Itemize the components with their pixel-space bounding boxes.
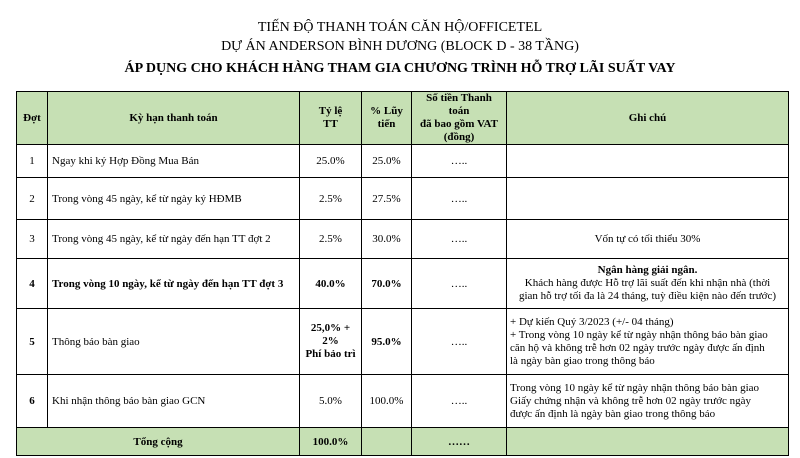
note-line: Khách hàng được Hỗ trợ lãi suất đến khi nhận nhà (thời <box>524 277 771 289</box>
cell-so-tien: ….. <box>412 309 507 375</box>
table-header-row <box>17 92 789 145</box>
cell-luy-tien: 25.0% <box>362 145 412 178</box>
cell-ky-han: Trong vòng 45 ngày, kể từ ngày đến hạn TT đợt 2 <box>48 220 300 259</box>
cell-so-tien: ….. <box>412 375 507 428</box>
title-line-3: ÁP DỤNG CHO KHÁCH HÀNG THAM GIA CHƯƠNG TRÌNH HỖ TRỢ LÃI SUẤT VAY <box>124 61 676 76</box>
cell-ty-le: 25,0% + 2% Phí bảo trì <box>300 309 362 375</box>
table-row <box>17 220 789 259</box>
cell-ty-le: 25.0% <box>300 145 362 178</box>
col-header-so-tien: Số tiền Thanh toán đã bao gồm VAT (đồng) <box>412 92 507 145</box>
cell-ghi-chu <box>507 375 789 428</box>
total-luy-tien <box>362 428 412 456</box>
title-line-2: DỰ ÁN ANDERSON BÌNH DƯƠNG (BLOCK D - 38 TẦNG) <box>221 39 579 54</box>
cell-ghi-chu <box>507 259 789 309</box>
cell-ghi-chu: Vốn tự có tối thiểu 30% <box>507 220 789 259</box>
cell-ty-le: 2.5% <box>300 220 362 259</box>
cell-so-tien: ….. <box>412 178 507 220</box>
note-line: là ngày bàn giao trong thông báo <box>510 354 655 367</box>
cell-luy-tien: 70.0% <box>362 259 412 309</box>
note-line: Trong vòng 10 ngày kể từ ngày nhận thông báo bàn giao <box>510 381 760 394</box>
payment-schedule-table <box>16 91 789 456</box>
cell-so-tien: ….. <box>412 145 507 178</box>
cell-so-tien: ….. <box>412 259 507 309</box>
note-line: + Dự kiến Quý 3/2023 (+/- 04 tháng) <box>510 315 674 328</box>
cell-dot: 3 <box>17 220 48 259</box>
cell-ky-han: Khi nhận thông báo bàn giao GCN <box>48 375 300 428</box>
note-line: gian hỗ trợ tối đa là 24 tháng, tuỳ điều kiện nào đến trước) <box>518 290 777 302</box>
cell-dot: 6 <box>17 375 48 428</box>
cell-ghi-chu <box>507 178 789 220</box>
cell-ky-han: Trong vòng 10 ngày, kể từ ngày đến hạn TT đợt 3 <box>48 259 300 309</box>
note-line: được ấn định là ngày bàn giao trong thông báo <box>510 407 716 420</box>
cell-dot: 4 <box>17 259 48 309</box>
col-header-ky-han: Kỳ hạn thanh toán <box>48 92 300 145</box>
table-row <box>17 375 789 428</box>
cell-ky-han: Trong vòng 45 ngày, kể từ ngày ký HĐMB <box>48 178 300 220</box>
col-header-ghi-chu: Ghi chú <box>507 92 789 145</box>
total-row <box>17 428 789 456</box>
total-so-tien: …… <box>412 428 507 456</box>
col-header-ty-le: Tỷ lệ TT <box>300 92 362 145</box>
cell-ghi-chu <box>507 145 789 178</box>
note-line: căn hộ và không trễ hơn 02 ngày trước ngày được ấn định <box>510 341 765 354</box>
total-ghi-chu <box>507 428 789 456</box>
note-title: Ngân hàng giải ngân. <box>597 264 698 276</box>
cell-ky-han: Thông báo bàn giao <box>48 309 300 375</box>
cell-dot: 2 <box>17 178 48 220</box>
total-ty-le: 100.0% <box>300 428 362 456</box>
cell-ky-han: Ngay khi ký Hợp Đồng Mua Bán <box>48 145 300 178</box>
note-line: Giấy chứng nhận và không trễ hơn 02 ngày trước ngày <box>510 394 752 407</box>
col-header-luy-tien: % Lũy tiến <box>362 92 412 145</box>
col-header-dot: Đợt <box>17 92 48 145</box>
title-line-1: TIẾN ĐỘ THANH TOÁN CĂN HỘ/OFFICETEL <box>257 20 543 35</box>
cell-dot: 5 <box>17 309 48 375</box>
note-line: + Trong vòng 10 ngày kể từ ngày nhận thông báo bàn giao <box>510 328 768 341</box>
cell-luy-tien: 95.0% <box>362 309 412 375</box>
cell-luy-tien: 27.5% <box>362 178 412 220</box>
cell-ty-le: 40.0% <box>300 259 362 309</box>
table-row <box>17 309 789 375</box>
cell-dot: 1 <box>17 145 48 178</box>
cell-ghi-chu <box>507 309 789 375</box>
table-row <box>17 178 789 220</box>
cell-so-tien: ….. <box>412 220 507 259</box>
cell-ty-le: 2.5% <box>300 178 362 220</box>
total-label: Tổng cộng <box>17 428 300 456</box>
table-row <box>17 145 789 178</box>
cell-luy-tien: 100.0% <box>362 375 412 428</box>
cell-ty-le: 5.0% <box>300 375 362 428</box>
table-row <box>17 259 789 309</box>
cell-luy-tien: 30.0% <box>362 220 412 259</box>
